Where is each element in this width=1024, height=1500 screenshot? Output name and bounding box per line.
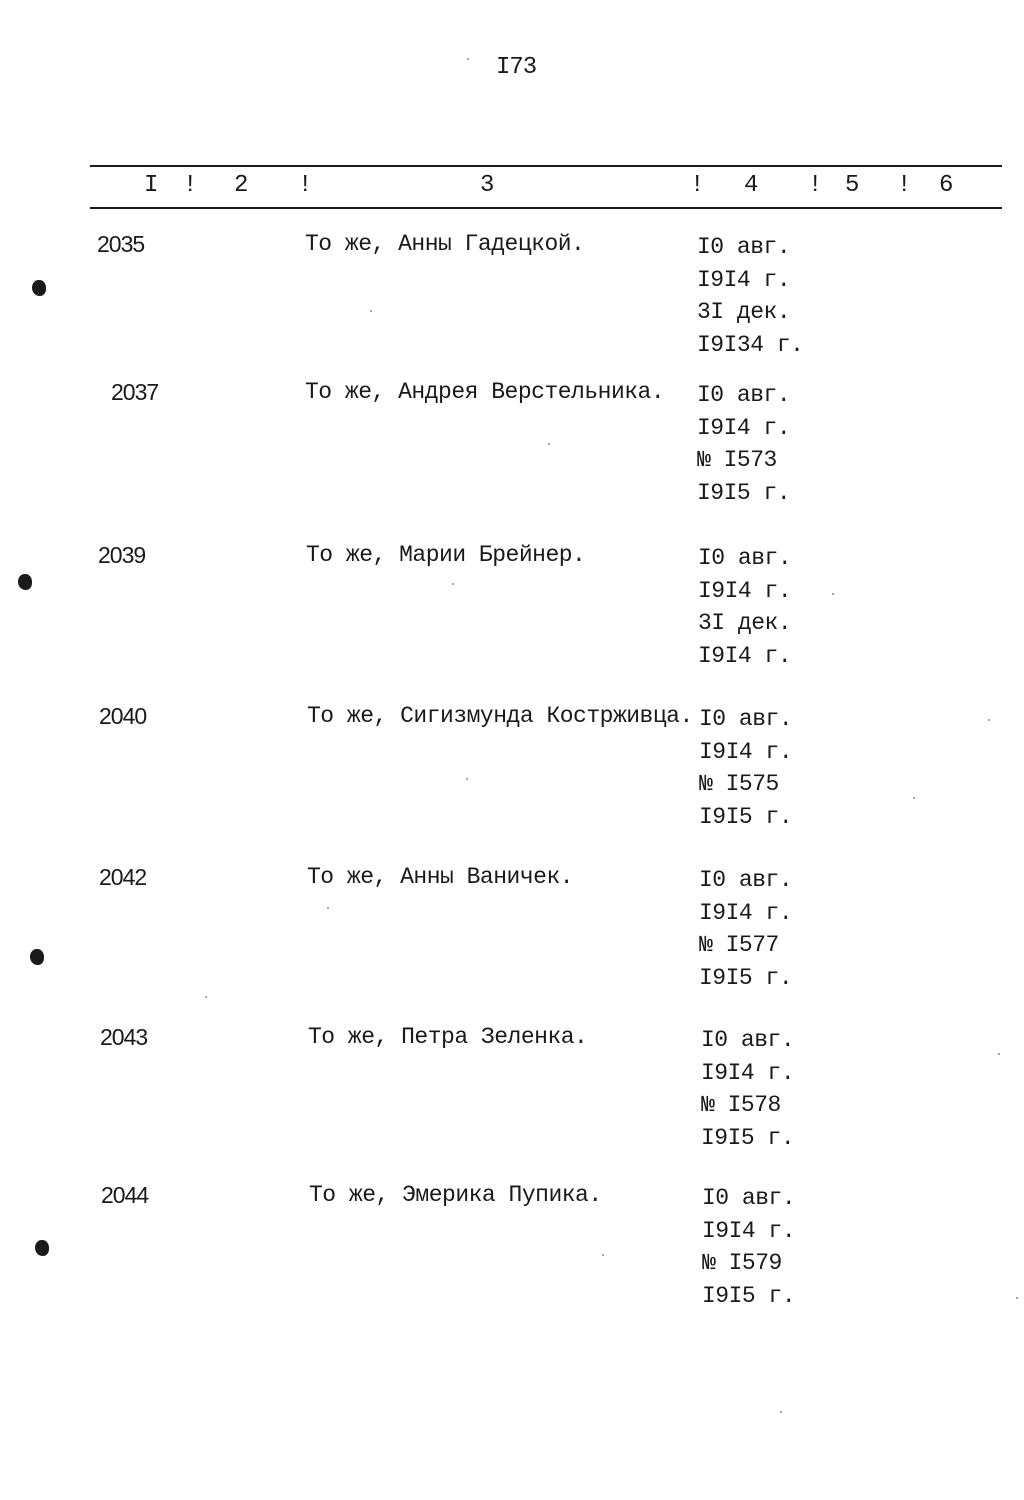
scan-speck <box>205 996 207 998</box>
date-line: № I573 <box>697 447 777 473</box>
date-line: I0 авг. <box>699 706 793 732</box>
record-number: 2037 <box>111 379 159 405</box>
date-line: I0 авг. <box>697 234 791 260</box>
punch-hole-mark <box>18 574 32 590</box>
table-row <box>0 542 1024 682</box>
date-line: I9I5 г. <box>699 964 793 991</box>
record-dates <box>697 379 790 509</box>
date-line: I9I5 г. <box>701 1124 795 1151</box>
header-col-3: 3 <box>480 172 495 199</box>
page-number: I73 <box>496 54 537 81</box>
scan-speck <box>832 593 834 595</box>
record-number: 2043 <box>100 1024 148 1050</box>
table-row <box>0 703 1024 843</box>
date-line: № I578 <box>701 1092 781 1118</box>
date-line: № I579 <box>702 1250 782 1276</box>
record-dates <box>698 542 791 672</box>
date-line: I0 авг. <box>698 545 792 571</box>
scan-speck <box>327 907 329 909</box>
date-line: I9I4 г. <box>701 1059 795 1086</box>
date-line: I9I4 г. <box>697 266 791 293</box>
scan-speck <box>466 778 468 780</box>
date-line: I9I4 г. <box>702 1217 796 1244</box>
scan-speck <box>370 310 372 312</box>
record-dates <box>699 703 792 833</box>
header-col-1: I <box>144 172 159 199</box>
table-header-top-rule <box>90 165 1002 167</box>
scan-speck <box>602 1254 604 1256</box>
record-dates <box>697 231 803 361</box>
header-col-6: 6 <box>939 172 954 199</box>
table-row <box>0 1182 1024 1322</box>
scan-speck <box>1016 1297 1018 1299</box>
header-separator: ! <box>298 172 313 199</box>
scan-speck <box>998 1053 1000 1055</box>
date-line: I9I4 г. <box>699 899 793 926</box>
date-line: 3I дек. <box>697 299 791 325</box>
date-line: I9I34 г. <box>697 331 804 358</box>
header-col-2: 2 <box>234 172 249 199</box>
date-line: № I575 <box>699 771 779 797</box>
punch-hole-mark <box>35 1240 49 1256</box>
record-number: 2035 <box>97 231 145 257</box>
table-header-bottom-rule <box>90 207 1002 209</box>
header-col-5: 5 <box>845 172 860 199</box>
table-row <box>0 1024 1024 1164</box>
date-line: I0 авг. <box>699 867 793 893</box>
record-description: То же, Петра Зеленка. <box>308 1024 588 1050</box>
record-description: То же, Анны Гадецкой. <box>305 231 585 257</box>
record-description: То же, Марии Брейнер. <box>306 542 586 568</box>
record-description: То же, Андрея Верстельника. <box>305 379 665 405</box>
date-line: I0 авг. <box>697 382 791 408</box>
record-dates <box>702 1182 795 1312</box>
scan-speck <box>467 58 469 60</box>
date-line: I0 авг. <box>702 1185 796 1211</box>
table-row <box>0 231 1024 371</box>
date-line: I9I5 г. <box>699 803 793 830</box>
record-number: 2039 <box>98 542 146 568</box>
scan-speck <box>548 443 550 445</box>
date-line: 3I дек. <box>698 610 792 636</box>
punch-hole-mark <box>32 280 46 296</box>
date-line: I9I4 г. <box>697 414 791 441</box>
date-line: № I577 <box>699 932 779 958</box>
header-separator: ! <box>690 172 705 199</box>
table-row <box>0 864 1024 1004</box>
date-line: I9I4 г. <box>698 577 792 604</box>
record-dates <box>701 1024 794 1154</box>
scan-speck <box>913 797 915 799</box>
table-row <box>0 379 1024 519</box>
record-description: То же, Анны Ваничек. <box>307 864 574 890</box>
punch-hole-mark <box>30 949 44 965</box>
header-separator: ! <box>183 172 198 199</box>
record-number: 2040 <box>99 703 147 729</box>
header-separator: ! <box>897 172 912 199</box>
date-line: I9I5 г. <box>702 1282 796 1309</box>
record-number: 2042 <box>99 864 147 890</box>
date-line: I9I4 г. <box>698 642 792 669</box>
scan-speck <box>988 719 990 721</box>
record-description: То же, Сигизмунда Кострживца. <box>307 703 693 729</box>
scan-speck <box>780 1411 782 1413</box>
scan-speck <box>452 583 454 585</box>
date-line: I9I5 г. <box>697 479 791 506</box>
header-col-4: 4 <box>744 172 759 199</box>
date-line: I9I4 г. <box>699 738 793 765</box>
record-number: 2044 <box>101 1182 149 1208</box>
header-separator: ! <box>808 172 823 199</box>
record-dates <box>699 864 792 994</box>
date-line: I0 авг. <box>701 1027 795 1053</box>
record-description: То же, Эмерика Пупика. <box>309 1182 602 1208</box>
